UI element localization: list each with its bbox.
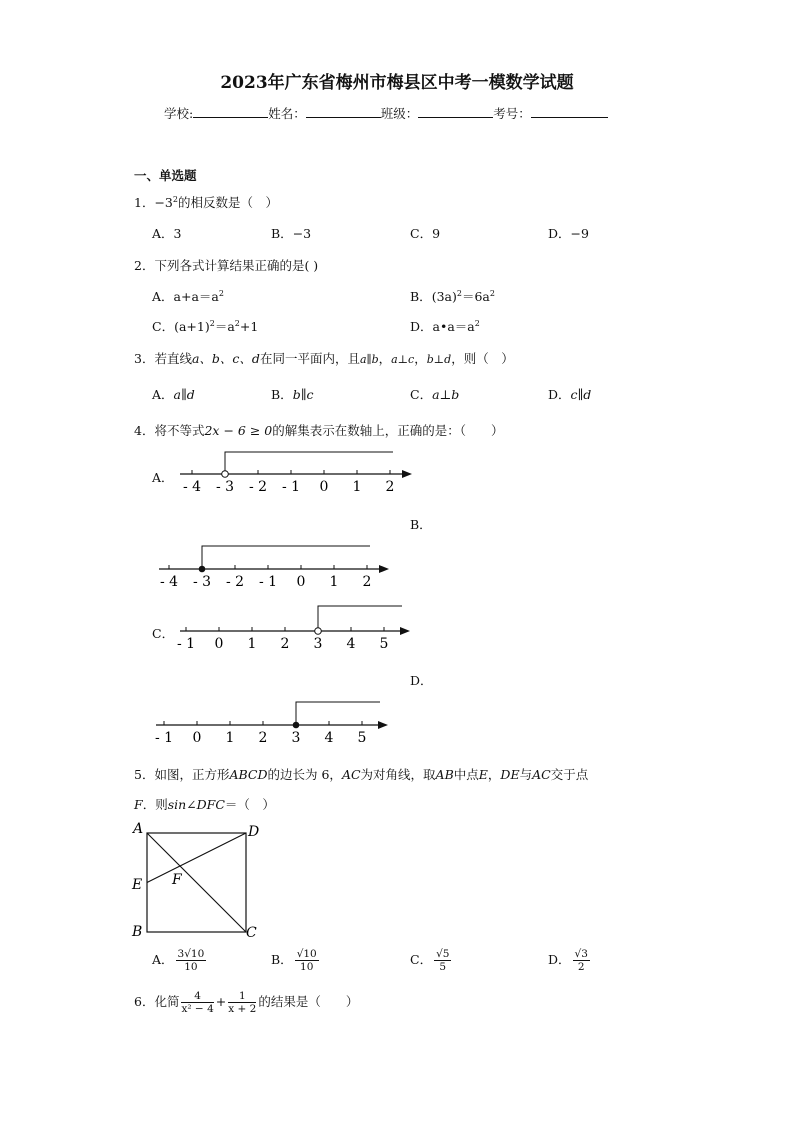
denominator: 5 — [439, 961, 447, 973]
option-letter: A． — [152, 387, 174, 402]
option-letter: B． — [410, 289, 432, 304]
option-letter: D． — [410, 319, 433, 334]
tick-label: - 3 — [192, 574, 212, 590]
q5-stem: ， — [487, 767, 501, 782]
label-b: B — [132, 924, 143, 940]
q3-option-b[interactable] — [271, 385, 313, 403]
option-text: c∥d — [570, 387, 592, 402]
solution-ray — [296, 702, 380, 725]
q5-var: DE — [500, 767, 520, 782]
option-text: (a+1) — [174, 319, 210, 334]
q1-stem: 的相反数是（ ） — [177, 195, 278, 210]
q3-stem: 若直线 — [154, 351, 192, 366]
axis-arrow — [400, 627, 410, 635]
solution-ray — [318, 606, 402, 627]
q3-option-a[interactable] — [152, 385, 195, 403]
option-letter: A． — [152, 226, 174, 241]
option-letter: D． — [548, 952, 571, 967]
q5-var: F — [134, 797, 143, 812]
q1-option-c[interactable] — [410, 224, 440, 242]
q2-option-c[interactable] — [152, 317, 258, 335]
q4-inequality: 2x − 6 ≥ 0 — [204, 423, 273, 438]
question-5-line-2 — [134, 795, 275, 813]
student-info-line — [164, 104, 608, 122]
q5-option-a[interactable] — [152, 948, 208, 973]
q1-exponent: 2 — [172, 194, 178, 204]
q6-stem: 的结果是（ ） — [258, 994, 359, 1009]
q4-stem: 将不等式 — [154, 423, 205, 438]
q5-var: AB — [435, 767, 454, 782]
question-number: 6． — [134, 994, 155, 1009]
label-f: F — [172, 872, 182, 888]
axis-arrow — [378, 721, 388, 729]
q6-stem: 化简 — [154, 994, 180, 1009]
option-text: a∥d — [173, 387, 195, 402]
closed-circle — [293, 722, 300, 729]
q3-option-d[interactable] — [548, 385, 591, 403]
section-heading: 一、单选题 — [134, 168, 197, 183]
q1-option-a[interactable] — [152, 224, 181, 242]
denominator: x + 2 — [228, 1003, 257, 1015]
q2-option-d[interactable] — [410, 317, 480, 335]
option-letter: A． — [152, 952, 174, 967]
solution-ray — [202, 546, 370, 569]
q1-expr: −3 — [154, 195, 173, 210]
option-exponent: 2 — [489, 288, 495, 298]
q3-stem: 在同一平面内，且 — [259, 351, 360, 366]
q5-stem: ．则 — [142, 797, 168, 812]
fraction — [573, 948, 590, 973]
q5-var: ABCD — [229, 767, 268, 782]
name-blank — [306, 105, 381, 118]
option-text: a•a＝a — [432, 319, 475, 334]
q4-option-c[interactable]: C． — [152, 626, 175, 641]
option-text: a+a＝a — [173, 289, 219, 304]
question-number: 1． — [134, 195, 155, 210]
label-a: A — [133, 821, 144, 837]
q5-stem: 为对角线，取 — [360, 767, 436, 782]
numerator: √3 — [574, 948, 588, 960]
question-number: 5． — [134, 767, 155, 782]
q5-stem: 交于点 — [550, 767, 589, 782]
q1-option-d[interactable] — [548, 224, 589, 242]
tick-label: - 1 — [258, 574, 278, 590]
question-number: 4． — [134, 423, 155, 438]
q2-option-a[interactable] — [152, 287, 224, 305]
q3-condition: a⊥c — [391, 353, 415, 366]
fraction — [434, 948, 451, 973]
tick-label: - 1 — [154, 730, 174, 746]
closed-circle — [199, 566, 206, 573]
tick-label: 2 — [258, 730, 268, 746]
q5-var: AC — [341, 767, 361, 782]
class-label: 班级： — [380, 106, 419, 121]
option-text: 9 — [432, 226, 441, 241]
option-letter: D． — [548, 387, 571, 402]
solution-ray — [225, 452, 393, 470]
label-c: C — [246, 925, 257, 941]
option-text: a⊥b — [432, 387, 460, 402]
tick-label: 2 — [385, 479, 395, 495]
numerator: 3√10 — [177, 948, 205, 960]
question-6 — [134, 990, 358, 1015]
q5-var: AC — [532, 767, 551, 782]
exam-no-blank — [531, 105, 608, 118]
q3-condition: b⊥d — [426, 353, 452, 366]
tick-label: - 4 — [159, 574, 179, 590]
tick-label: - 1 — [281, 479, 301, 495]
tick-label: 0 — [192, 730, 202, 746]
tick-label: 2 — [280, 636, 290, 652]
option-text: 3 — [173, 226, 182, 241]
segment-de — [147, 833, 246, 883]
option-letter: C． — [410, 952, 433, 967]
question-1 — [134, 193, 278, 211]
q4-option-a[interactable]: A． — [152, 470, 174, 485]
q5-option-c[interactable] — [410, 948, 453, 973]
option-exponent: 2 — [209, 318, 215, 328]
option-text: ＝6a — [461, 289, 490, 304]
plus-sign: + — [215, 994, 227, 1009]
tick-label: 5 — [357, 730, 367, 746]
q5-option-b[interactable] — [271, 948, 321, 973]
option-exponent: 2 — [474, 318, 480, 328]
q5-stem: 的边长为 6， — [267, 767, 342, 782]
q4-stem: 的解集表示在数轴上，正确的是：（ ） — [272, 423, 504, 438]
q5-option-d[interactable] — [548, 948, 592, 973]
exam-no-label: 考号： — [493, 106, 531, 121]
denominator: 10 — [184, 961, 198, 973]
tick-label: 1 — [247, 636, 257, 652]
school-label: 学校: — [164, 106, 194, 121]
q3-option-c[interactable] — [410, 385, 459, 403]
q5-stem: 中点 — [453, 767, 479, 782]
fraction — [295, 948, 319, 973]
numerator: 1 — [228, 990, 256, 1003]
q4-option-b[interactable]: B． — [410, 517, 432, 532]
number-line-c — [176, 602, 416, 652]
option-text: b∥c — [292, 387, 314, 402]
label-d: D — [248, 824, 260, 840]
option-exponent: 2 — [234, 318, 240, 328]
tick-label: - 3 — [215, 479, 235, 495]
school-blank — [193, 105, 268, 118]
number-line-d — [152, 698, 392, 748]
page-title: 2023年广东省梅州市梅县区中考一模数学试题 — [220, 73, 574, 93]
diagonal-ac — [147, 833, 246, 932]
q5-var: E — [478, 767, 488, 782]
number-line-b — [155, 542, 395, 592]
q3-condition: a∥b — [359, 353, 379, 366]
numerator: √10 — [296, 948, 317, 960]
tick-label: 0 — [214, 636, 224, 652]
option-letter: B． — [271, 226, 293, 241]
q4-option-d[interactable]: D． — [410, 673, 433, 688]
question-number: 3． — [134, 351, 155, 366]
fraction — [181, 990, 213, 1015]
q3-stem: ，则（ ） — [451, 351, 514, 366]
numerator: √5 — [436, 948, 450, 960]
tick-label: 1 — [225, 730, 235, 746]
q3-variables: a、b、c、d — [191, 351, 260, 366]
denominator: x² − 4 — [181, 1003, 214, 1015]
question-2 — [134, 256, 318, 274]
tick-label: 4 — [324, 730, 334, 746]
question-3: 3．若直线a、b、c、d在同一平面内，且a∥b，a⊥c，b⊥d，则（ ） — [134, 351, 514, 366]
question-number: 2． — [134, 258, 155, 273]
tick-label: - 4 — [182, 479, 202, 495]
class-blank — [418, 105, 493, 118]
option-text: −9 — [570, 226, 589, 241]
square-figure — [128, 818, 268, 944]
option-exponent: 2 — [456, 288, 462, 298]
denominator: 2 — [577, 961, 585, 973]
q5-stem: ＝（ ） — [224, 797, 275, 812]
tick-label: - 1 — [176, 636, 196, 652]
option-letter: B． — [271, 952, 293, 967]
q5-stem: 与 — [519, 767, 533, 782]
tick-label: 0 — [319, 479, 329, 495]
q2-stem: 下列各式计算结果正确的是( ) — [154, 258, 319, 273]
option-text: −3 — [292, 226, 312, 241]
q2-option-b[interactable] — [410, 287, 495, 305]
question-5 — [134, 765, 588, 783]
tick-label: 5 — [379, 636, 389, 652]
tick-label: 1 — [329, 574, 339, 590]
open-circle — [315, 628, 322, 635]
tick-label: - 2 — [225, 574, 245, 590]
tick-label: 4 — [346, 636, 356, 652]
tick-label: 3 — [291, 730, 301, 746]
option-text: (3a) — [431, 289, 457, 304]
option-letter: B． — [271, 387, 293, 402]
tick-label: 0 — [296, 574, 306, 590]
label-e: E — [132, 877, 143, 893]
option-letter: A． — [152, 289, 174, 304]
fraction — [228, 990, 256, 1015]
option-letter: C． — [152, 319, 175, 334]
option-text: ＝a — [214, 319, 235, 334]
tick-label: 2 — [362, 574, 372, 590]
option-letter: D． — [548, 226, 571, 241]
number-line-a — [176, 448, 416, 498]
name-label: 姓名： — [268, 106, 306, 121]
option-text: +1 — [239, 319, 259, 334]
q5-expression: sin∠DFC — [167, 797, 225, 812]
tick-label: 3 — [313, 636, 323, 652]
tick-label: 1 — [352, 479, 362, 495]
fraction — [176, 948, 207, 973]
tick-label: - 2 — [248, 479, 268, 495]
q5-stem: 如图，正方形 — [154, 767, 230, 782]
axis-arrow — [379, 565, 389, 573]
denominator: 10 — [300, 961, 314, 973]
q1-option-b[interactable] — [271, 224, 311, 242]
option-letter: C． — [410, 387, 433, 402]
axis-arrow — [402, 470, 412, 478]
open-circle — [222, 471, 229, 478]
numerator: 4 — [181, 990, 213, 1003]
option-letter: C． — [410, 226, 433, 241]
option-exponent: 2 — [218, 288, 224, 298]
question-4 — [134, 421, 503, 439]
